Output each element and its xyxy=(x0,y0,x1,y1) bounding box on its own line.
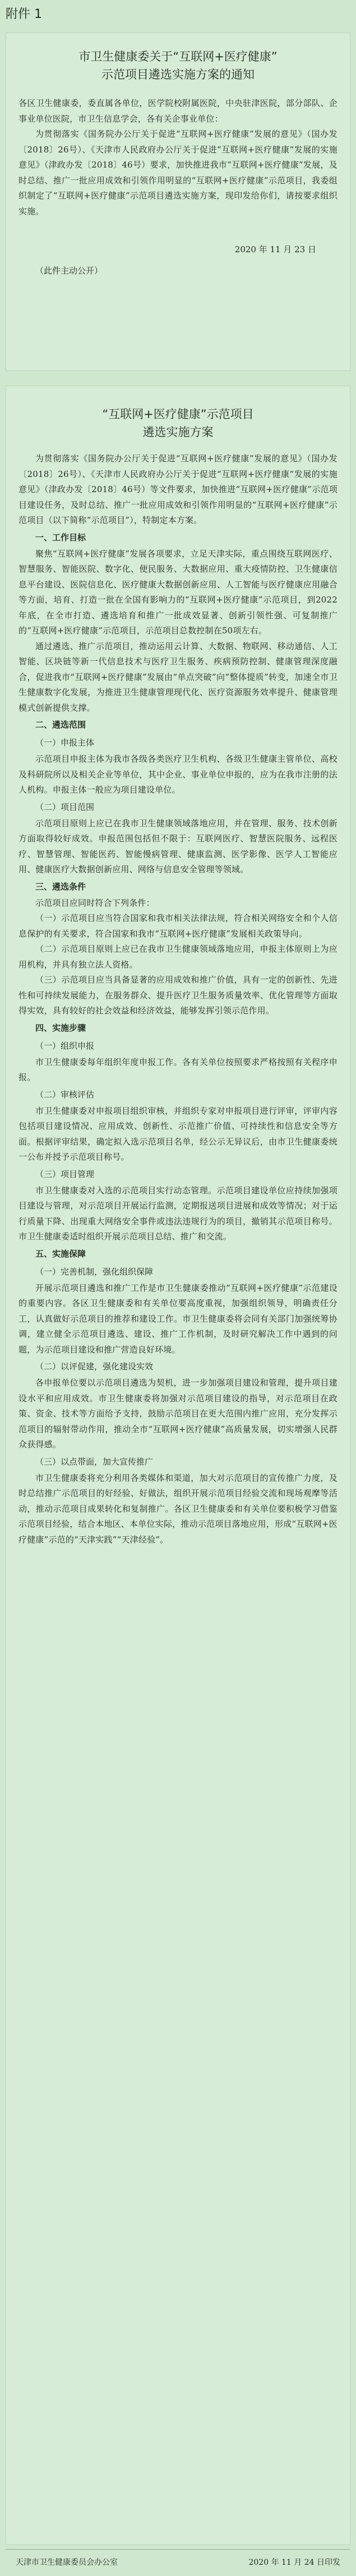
section-4-2-heading: （二）审核评估 xyxy=(35,1089,95,1100)
section-3-paragraph-0: 示范项目应同时符合下列条件： xyxy=(35,897,155,908)
attachment-label: 附件 1 xyxy=(6,7,42,21)
section-2-2-paragraph: 示范项目原则上应已在我市卫生健康领域落地应用，并在管理、服务、技术创新方面取得较好成效。申报范围包括但不限于：互联网医疗、智慧医院服务、远程医疗、智慧管理、智能医药、智能慢病管理、健康监测、医学影像、医学人工智能应用、健康医疗大数据创新应用、网络与信息安全管理等领域。 xyxy=(19,818,337,874)
section-1-heading: 一、工作目标 xyxy=(35,532,86,543)
plan-title-line1: “互联网+医疗健康”示范项目 xyxy=(102,407,254,421)
section-4-3-paragraph: 市卫生健康委对入选的示范项目实行动态管理。示范项目建设单位应持续加强项目建设与管理，对示范项目开展运行监测，定期报送项目进展和成效等情况；对于运行质量下降、出现重大网络安全事件或违法违规行为的项目，撤销其示范项目称号。市卫生健康委适时组织开展示范项目总结、推广和交流。 xyxy=(19,1185,337,1241)
notice-body: 为贯彻落实《国务院办公厅关于促进“互联网+医疗健康”发展的意见》（国办发〔2018〕26号）、《天津市人民政府办公厅关于促进“互联网+医疗健康”发展的实施意见》（津政办发〔2018〕46号）要求，加快推进我市“互联网+医疗健康”发展，及时总结、推广一批应用成效和引领作用明显的“互联网+医疗健康”示范项目，我委组织制定了“互联网+医疗健康”示范项目遴选实施方案，现印发给你们，请按要求组织实施。 xyxy=(19,129,337,216)
section-2-1-heading: （一）申报主体 xyxy=(35,738,95,748)
section-4-heading: 四、实施步骤 xyxy=(35,1022,86,1033)
section-5-heading: 五、实施保障 xyxy=(35,1248,86,1259)
section-4-1-heading: （一）组织申报 xyxy=(35,1040,95,1051)
section-5-2-heading: （二）以评促建，强化建设实效 xyxy=(35,1361,154,1372)
footer-issuer: 天津市卫生健康委员会办公室 xyxy=(16,2558,118,2567)
section-5-1-paragraph: 开展示范项目遴选和推广工作是市卫生健康委推动“互联网+医疗健康”示范建设的重要内容。各区卫生健康委和有关单位要高度重视，加强组织领导，明确责任分工，认真做好示范项目的推荐和建设工作。市卫生健康委将会同有关部门加强统筹协调，建立健全示范项目遴选、建设、推广工作机制，及时研究解决工作中遇到的问题，为示范项目建设和推广营造良好环境。 xyxy=(19,1282,337,1355)
section-3-paragraph-1: （一）示范项目应当符合国家和我市相关法律法规，符合相关网络安全和个人信息保护的有关要求，符合国家和我市“互联网+医疗健康”发展相关政策导向。 xyxy=(19,913,337,939)
document-footer xyxy=(6,2549,350,2572)
plan-intro: 为贯彻落实《国务院办公厅关于促进“互联网+医疗健康”发展的意见》（国办发〔2018〕26号）、《天津市人民政府办公厅关于促进“互联网+医疗健康”发展的实施意见》（津政办发〔2018〕46号）等文件要求，加快推进“互联网+医疗健康”示范项目建设任务，及时总结、推广一批应用成效和引领作用明显的“互联网+医疗健康”示范项目（以下简称“示范项目”），特制定本方案。 xyxy=(19,453,337,525)
notice-card xyxy=(6,33,350,371)
section-2-heading: 二、遴选范围 xyxy=(35,720,86,730)
section-2-2-heading: （二）项目范围 xyxy=(35,801,95,812)
section-1-paragraph-1: 聚焦“互联网+医疗健康”发展各项要求，立足天津实际，重点围绕互联网医疗、智慧服务、智能医院、数字化、便民服务、大数据应用、重大疫情防控、卫生健康信息平台建设、医院信息化、医疗健康大数据创新应用、人工智能与医疗健康应用融合等方面，培育、打造一批在全国有影响力的“互联网+医疗健康”示范项目，到2022年底，在全市打造、遴选培育和推广一批成效显著、创新引领性强、可复制推广的“互联网+医疗健康”示范项目，示范项目总数控制在50项左右。 xyxy=(19,548,337,636)
plan-card xyxy=(6,386,350,2545)
section-5-1-heading: （一）完善机制，强化组织保障 xyxy=(35,1266,154,1277)
section-5-3-paragraph: 市卫生健康委将充分利用各类媒体和渠道，加大对示范项目的宣传推广力度，及时总结推广示范项目的好经验、好做法，组织开展示范项目经验交流和现场观摩等活动，推动示范项目成果转化和复制推广。各区卫生健康委和有关单位要积极学习借鉴示范项目经验，结合本地区、本单位实际，推动示范项目落地应用，形成“互联网+医疗健康”示范的“天津实践”“天津经验”。 xyxy=(19,1472,337,1545)
section-4-2-paragraph: 市卫生健康委对申报项目组织审核，并组织专家对申报项目进行评审，评审内容包括项目建设情况、应用成效、创新性、示范推广价值、可持续性和信息安全等方面。根据评审结果，确定拟入选示范项目名单，经公示无异议后，由市卫生健康委统一公布并授予示范项目称号。 xyxy=(19,1105,337,1162)
section-3-heading: 三、遴选条件 xyxy=(35,881,86,892)
plan-title-line2: 遴选实施方案 xyxy=(142,425,214,439)
notice-title-line2: 示范项目遴选实施方案的通知 xyxy=(101,68,255,81)
footer-date: 2020 年 11 月 24 日印发 xyxy=(248,2558,340,2567)
notice-addressee: 各区卫生健康委，委直属各单位，医学院校附属医院，中央驻津医院，部分部队、企事业单位医院，市卫生信息学会，各有关企事业单位： xyxy=(19,98,337,124)
section-4-3-heading: （三）项目管理 xyxy=(35,1169,95,1179)
section-2-1-paragraph: 示范项目申报主体为我市各级各类医疗卫生机构、各级卫生健康主管单位、高校及科研院所以及相关企业等单位，其中企业、事业单位申报的，应为在我市注册的法人机构。申报主体一般应为项目建设单位。 xyxy=(19,754,337,795)
section-1-paragraph-2: 通过遴选、推广示范项目，推动运用云计算、大数据、物联网、移动通信、人工智能、区块链等新一代信息技术与医疗卫生服务、疾病预防控制、健康管理深度融合，促进我市“互联网+医疗健康”发展由“单点突破”向“整体提质”转变，加速全市卫生健康数字化发展，为推进卫生健康管理现代化、医疗资源服务效率提升、健康管理模式创新提供支撑。 xyxy=(19,641,337,713)
section-5-3-heading: （三）以点带面，加大宣传推广 xyxy=(35,1456,154,1467)
notice-date: 2020 年 11 月 23 日 xyxy=(234,244,316,254)
notice-disclosure: （此件主动公开） xyxy=(35,266,103,276)
notice-title-line1: 市卫生健康委关于“互联网+医疗健康” xyxy=(78,50,278,63)
section-3-paragraph-3: （三）示范项目应当具备显著的应用成效和推广价值，具有一定的创新性、先进性和可持续发展能力，在服务群众、提升医疗卫生服务质量效率、优化管理等方面取得实效，具有较好的社会效益和经济效益，能够发挥引领示范作用。 xyxy=(19,975,337,1016)
section-5-2-paragraph: 各申报单位要以示范项目遴选为契机，进一步加强项目建设和管理，提升项目建设水平和应用成效。市卫生健康委将加强对示范项目建设的指导，对示范项目在政策、资金、技术等方面给予支持，鼓励示范项目在更大范围内推广应用，充分发挥示范项目的辐射带动作用，推动全市“互联网+医疗健康”高质量发展，切实增强人民群众获得感。 xyxy=(19,1378,337,1449)
section-4-1-paragraph: 市卫生健康委每年组织年度申报工作。各有关单位按照要求严格按照有关程序申报。 xyxy=(19,1057,337,1082)
section-3-paragraph-2: （二）示范项目原则上应已在我市卫生健康领域落地应用，申报主体原则上为应用机构，并具有独立法人资格。 xyxy=(19,944,337,970)
